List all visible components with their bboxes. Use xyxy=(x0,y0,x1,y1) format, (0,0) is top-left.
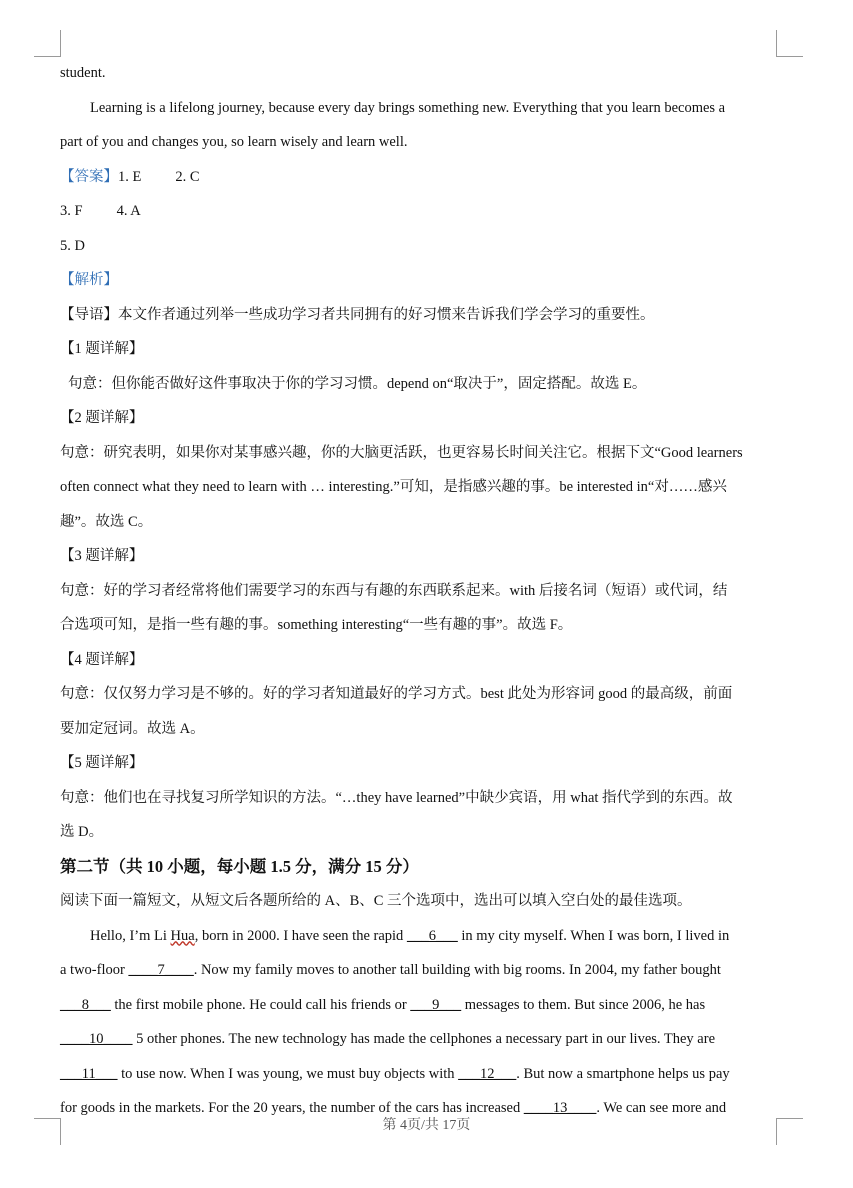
q2-text: 趣”。故选 C。 xyxy=(60,513,153,530)
section-instruction: 阅读下面一篇短文，从短文后各题所给的 A、B、C 三个选项中，选出可以填入空白处的最佳选项。 xyxy=(60,893,692,909)
blank-8: ___8___ xyxy=(60,996,111,1013)
analysis-tag: 【解析】 xyxy=(60,272,118,288)
text-line: part of you and changes you, so learn wisely and learn well. xyxy=(60,134,408,150)
q3-text: 句意：好的学习者经常将他们需要学习的东西与有趣的东西联系起来。with 后接名词（短语）或代词，结 xyxy=(60,582,728,599)
blank-6: ___6___ xyxy=(406,927,458,944)
blank-10: ____10____ xyxy=(60,1031,133,1047)
answer-3: 3. F xyxy=(60,203,83,219)
q3-text: 合选项可知，是指一些有趣的事。something interesting“一些有趣的事”。故选 F。 xyxy=(60,617,573,633)
blank-12: ___12___ xyxy=(458,1065,517,1082)
answer-line xyxy=(60,198,776,233)
answer-2: 2. C xyxy=(175,168,200,185)
blank-11: ___11___ xyxy=(60,1065,118,1082)
answer-1: 1. E xyxy=(118,168,142,185)
q2-title: 【2 题详解】 xyxy=(60,410,144,426)
crop-mark-top-right xyxy=(776,30,803,57)
q1-text: 句意：但你能否做好这件事取决于你的学习习惯。depend on“取决于”，固定搭配。故选 E。 xyxy=(68,375,647,392)
q3-title: 【3 题详解】 xyxy=(60,548,144,564)
answer-tag: 【答案】 xyxy=(60,168,118,185)
q5-title: 【5 题详解】 xyxy=(60,755,144,771)
page-content xyxy=(60,60,776,1130)
answer-line xyxy=(60,233,776,268)
text-line: Learning is a lifelong journey, because every day brings something new. Everything that you learn becomes a xyxy=(90,99,726,116)
q2-text: 句意：研究表明，如果你对某事感兴趣，你的大脑更活跃，也更容易长时间关注它。根据下文“Good learners xyxy=(60,444,743,461)
answer-4: 4. A xyxy=(116,203,141,219)
text-line: student. xyxy=(60,65,106,81)
q1-title: 【1 题详解】 xyxy=(60,341,144,357)
q5-text: 句意：他们也在寻找复习所学知识的方法。“…they have learned”中缺少宾语，用 what 指代学到的东西。故 xyxy=(60,789,733,806)
answer-5: 5. D xyxy=(60,237,85,254)
q4-text: 要加定冠词。故选 A。 xyxy=(60,720,205,737)
section-title: 第二节（共 10 小题，每小题 1.5 分，满分 15 分） xyxy=(60,856,419,876)
answer-line xyxy=(60,164,776,199)
passage-line: ____10____ 5 other phones. The new technology has made the cellphones a necessary part in our lives. They are xyxy=(60,1031,715,1047)
passage-line: Hello, I’m Li Hua, born in 2000. I have seen the rapid ___6___ in my city myself. When I was born, I lived in xyxy=(90,927,730,944)
q4-title: 【4 题详解】 xyxy=(60,651,144,668)
passage-line: ___11___ to use now. When I was young, we must buy objects with ___12___. But now a smartphone helps us pay xyxy=(60,1065,730,1082)
page-footer: 第 4页/共 17页 xyxy=(382,1118,471,1133)
intro-text: 【导语】本文作者通过列举一些成功学习者共同拥有的好习惯来告诉我们学会学习的重要性。 xyxy=(60,306,655,323)
passage-line: for goods in the markets. For the 20 years, the number of the cars has increased ____13____. We can see more and xyxy=(60,1100,727,1116)
passage-line: ___8___ the first mobile phone. He could call his friends or ___9___ messages to them. But since 2006, he has xyxy=(60,996,706,1013)
name-hua: Hua xyxy=(170,927,195,944)
blank-7: ____7____ xyxy=(128,962,194,978)
q2-text: often connect what they need to learn with … interesting.”可知，是指感兴趣的事。be interested in“对……感兴 xyxy=(60,479,727,495)
q4-text: 句意：仅仅努力学习是不够的。好的学习者知道最好的学习方式。best 此处为形容词 good 的最高级，前面 xyxy=(60,686,733,702)
blank-9: ___9___ xyxy=(410,996,462,1013)
passage-line: a two-floor ____7____. Now my family moves to another tall building with big rooms. In 2004, my father bought xyxy=(60,962,721,978)
blank-13: ____13____ xyxy=(523,1100,597,1116)
q5-text: 选 D。 xyxy=(60,824,104,840)
crop-mark-top-left xyxy=(34,30,61,57)
